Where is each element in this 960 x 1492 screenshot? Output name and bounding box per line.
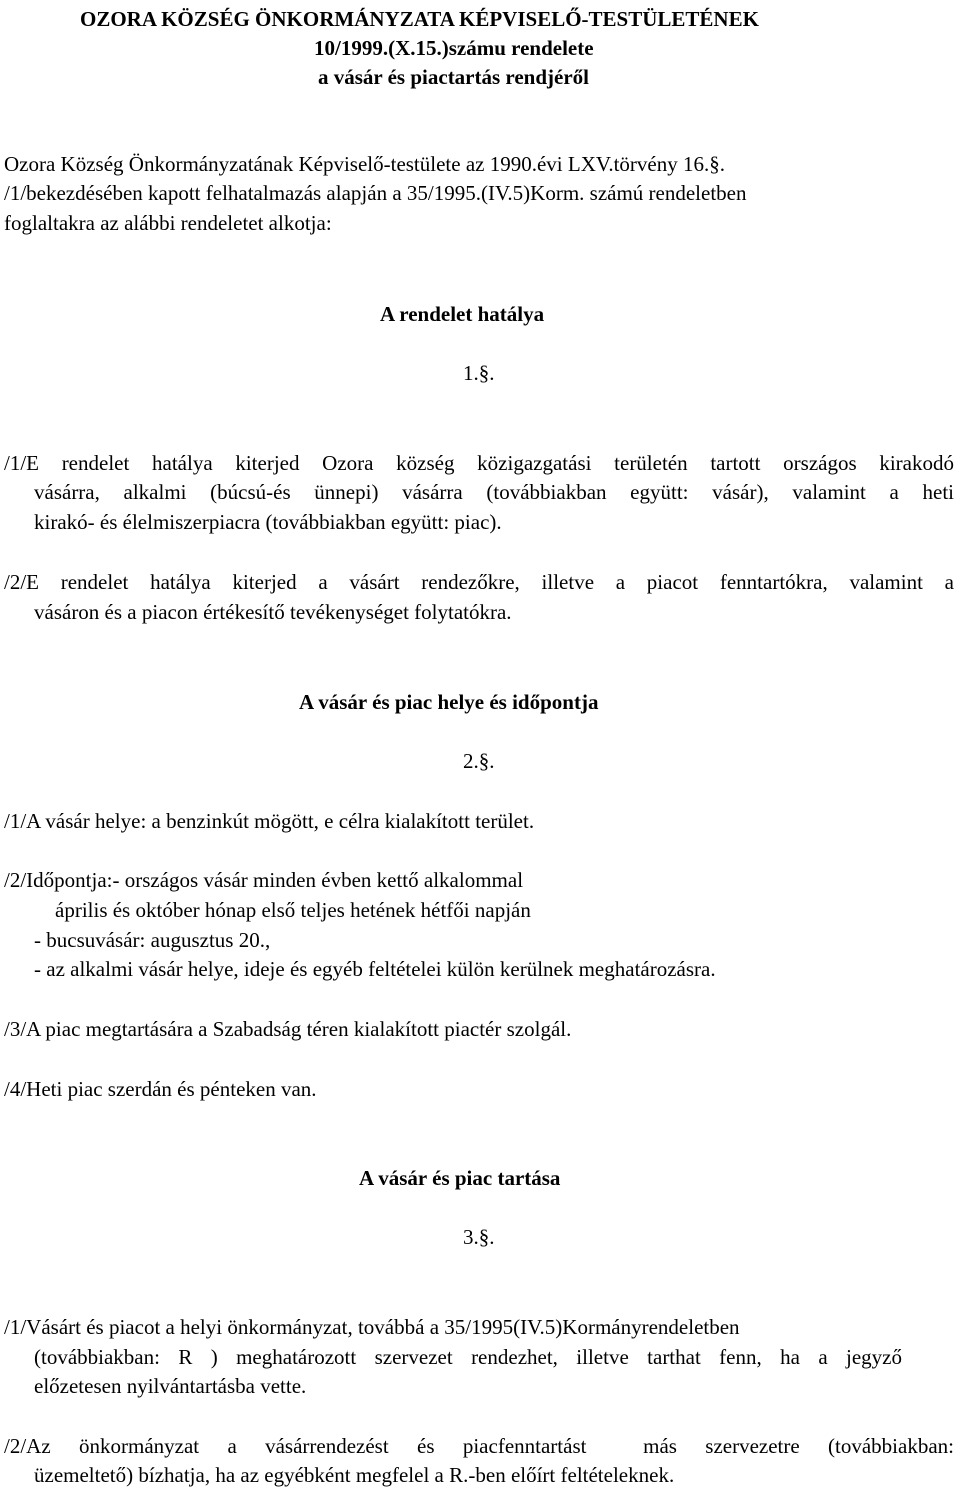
preamble-line: Ozora Község Önkormányzatának Képviselő-testülete az 1990.évi LXV.törvény 16.§. xyxy=(4,152,725,176)
document-title-line-3: a vásár és piactartás rendjéről xyxy=(318,65,590,89)
section-number: 1.§. xyxy=(463,361,495,385)
paragraph-line: előzetesen nyilvántartásba vette. xyxy=(34,1374,307,1398)
paragraph-line: /2/E rendelet hatálya kiterjed a vásárt rendezőkre, illetve a piacot fenntartókra, valamint a xyxy=(4,570,954,594)
paragraph-line: /1/E rendelet hatálya kiterjed Ozora község közigazgatási területén tartott országos kirakodó xyxy=(4,451,954,475)
paragraph-line: április és október hónap első teljes hetének hétfői napján xyxy=(55,898,531,922)
section-heading: A vásár és piac helye és időpontja xyxy=(299,690,599,714)
paragraph-line: üzemeltető) bízhatja, ha az egyébként megfelel a R.-ben előírt feltételeknek. xyxy=(34,1463,675,1487)
paragraph-line: - az alkalmi vásár helye, ideje és egyéb feltételei külön kerülnek meghatározásra. xyxy=(34,957,716,981)
section-number: 3.§. xyxy=(463,1225,495,1249)
section-heading: A vásár és piac tartása xyxy=(359,1166,561,1190)
paragraph-line: /2/Az önkormányzat a vásárrendezést és piacfenntartást más szervezetre (továbbiakban: xyxy=(4,1434,954,1458)
section-number: 2.§. xyxy=(463,749,495,773)
section-heading: A rendelet hatálya xyxy=(380,302,545,326)
paragraph-line: vásárra, alkalmi (búcsú-és ünnepi) vásárra (továbbiakban együtt: vásár), valamint a heti xyxy=(34,480,954,504)
preamble-line: /1/bekezdésében kapott felhatalmazás alapján a 35/1995.(IV.5)Korm. számú rendeletben xyxy=(4,181,747,205)
document-title-line-1: OZORA KÖZSÉG ÖNKORMÁNYZATA KÉPVISELŐ-TESTÜLETÉNEK xyxy=(80,7,759,31)
paragraph-line: /4/Heti piac szerdán és pénteken van. xyxy=(4,1077,317,1101)
paragraph-line: (továbbiakban: R ) meghatározott szervezet rendezhet, illetve tarthat fenn, ha a jegyző xyxy=(34,1345,902,1369)
paragraph-line: kirakó- és élelmiszerpiacra (továbbiakban együtt: piac). xyxy=(34,510,502,534)
paragraph-line: /1/A vásár helye: a benzinkút mögött, e célra kialakított terület. xyxy=(4,809,535,833)
document-title-line-2: 10/1999.(X.15.)számu rendelete xyxy=(314,36,594,60)
paragraph-line: /3/A piac megtartására a Szabadság téren kialakított piactér szolgál. xyxy=(4,1017,572,1041)
paragraph-line: - bucsuvásár: augusztus 20., xyxy=(34,928,271,952)
preamble-line: foglaltakra az alábbi rendeletet alkotja: xyxy=(4,211,332,235)
paragraph-line: /2/Időpontja:- országos vásár minden évben kettő alkalommal xyxy=(4,868,524,892)
paragraph-line: /1/Vásárt és piacot a helyi önkormányzat, továbbá a 35/1995(IV.5)Kormányrendeletben xyxy=(4,1315,740,1339)
paragraph-line: vásáron és a piacon értékesítő tevékenységet folytatókra. xyxy=(34,600,512,624)
